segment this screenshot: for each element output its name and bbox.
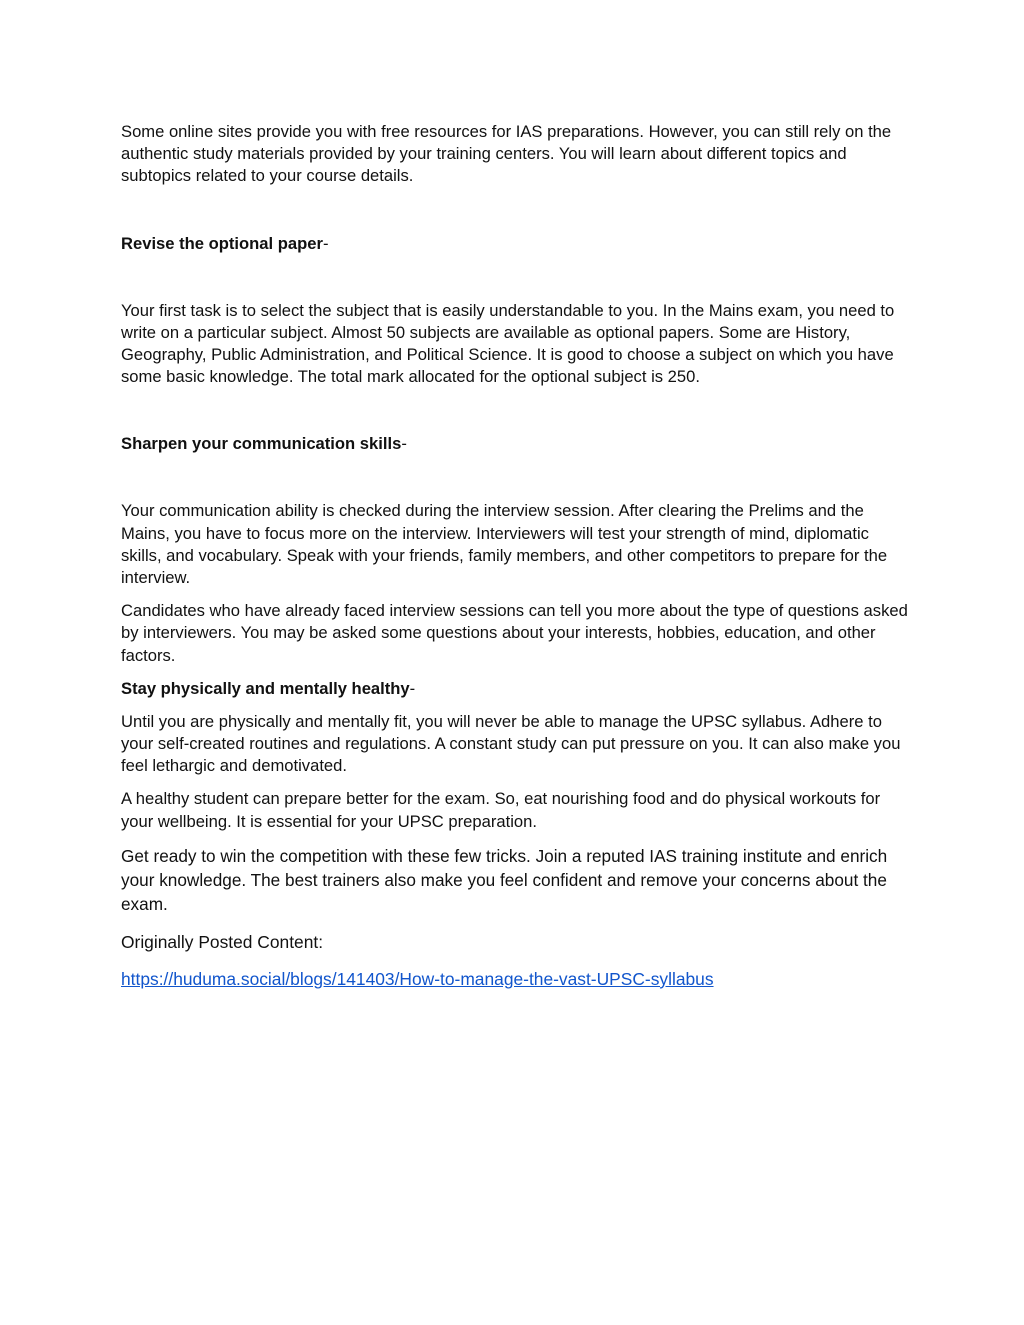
heading-suffix: - (409, 678, 416, 698)
paragraph-free-resources: Some online sites provide you with free resources for IAS preparations. However, you can still rely on the authentic study materials provided by your training centers. You will learn about different topics and subtopics related to your course details. (121, 122, 892, 186)
heading-stay-healthy-text: Stay physically and mentally healthy (121, 678, 410, 698)
paragraph-optional-subject: Your first task is to select the subject that is easily understandable to you. In the Mains exam, you need to write on a particular subject. Almost 50 subjects are available as optional papers. Some are History, Geography, Public Administration, and Political Science. It is good to choose a subject on which you have some basic knowledge. The total mark allocated for the optional subject is 250. (121, 300, 895, 387)
paragraph-interview-communication: Your communication ability is checked during the interview session. After clearing the Prelims and the Mains, you have to focus more on the interview. Interviewers will test your strength of mind, diplomatic skills, and vocabulary. Speak with your friends, family members, and other competitors to prepare for the interview. (121, 501, 888, 588)
heading-communication-skills (121, 433, 911, 455)
heading-communication-skills-text: Sharpen your communication skills (121, 434, 402, 454)
source-label: Originally Posted Content: (121, 931, 324, 952)
paragraph-interview-questions: Candidates who have already faced interview sessions can tell you more about the type of questions asked by interviewers. You may be asked some questions about your interests, hobbies, education, and other factors. (121, 601, 908, 665)
source-link-row (121, 968, 911, 991)
heading-stay-healthy (121, 678, 911, 700)
heading-revise-optional-paper (121, 233, 911, 255)
paragraph-get-ready: Get ready to win the competition with these few tricks. Join a reputed IAS training institute and enrich your knowledge. The best trainers also make you feel confident and remove your concerns about the exam. (121, 845, 888, 914)
heading-suffix: - (322, 233, 329, 253)
heading-suffix: - (401, 434, 407, 454)
source-link[interactable]: https://huduma.social/blogs/141403/How-to-manage-the-vast-UPSC-syllabus (121, 968, 714, 989)
document-page (121, 121, 911, 991)
heading-revise-optional-paper-text: Revise the optional paper (121, 233, 323, 253)
paragraph-healthy-student: A healthy student can prepare better for the exam. So, eat nourishing food and do physical workouts for your wellbeing. It is essential for your UPSC preparation. (121, 789, 881, 831)
paragraph-physically-fit: Until you are physically and mentally fit, you will never be able to manage the UPSC syllabus. Adhere to your self-created routines and regulations. A constant study can put pressure on you. It can also make you feel lethargic and demotivated. (121, 711, 901, 776)
